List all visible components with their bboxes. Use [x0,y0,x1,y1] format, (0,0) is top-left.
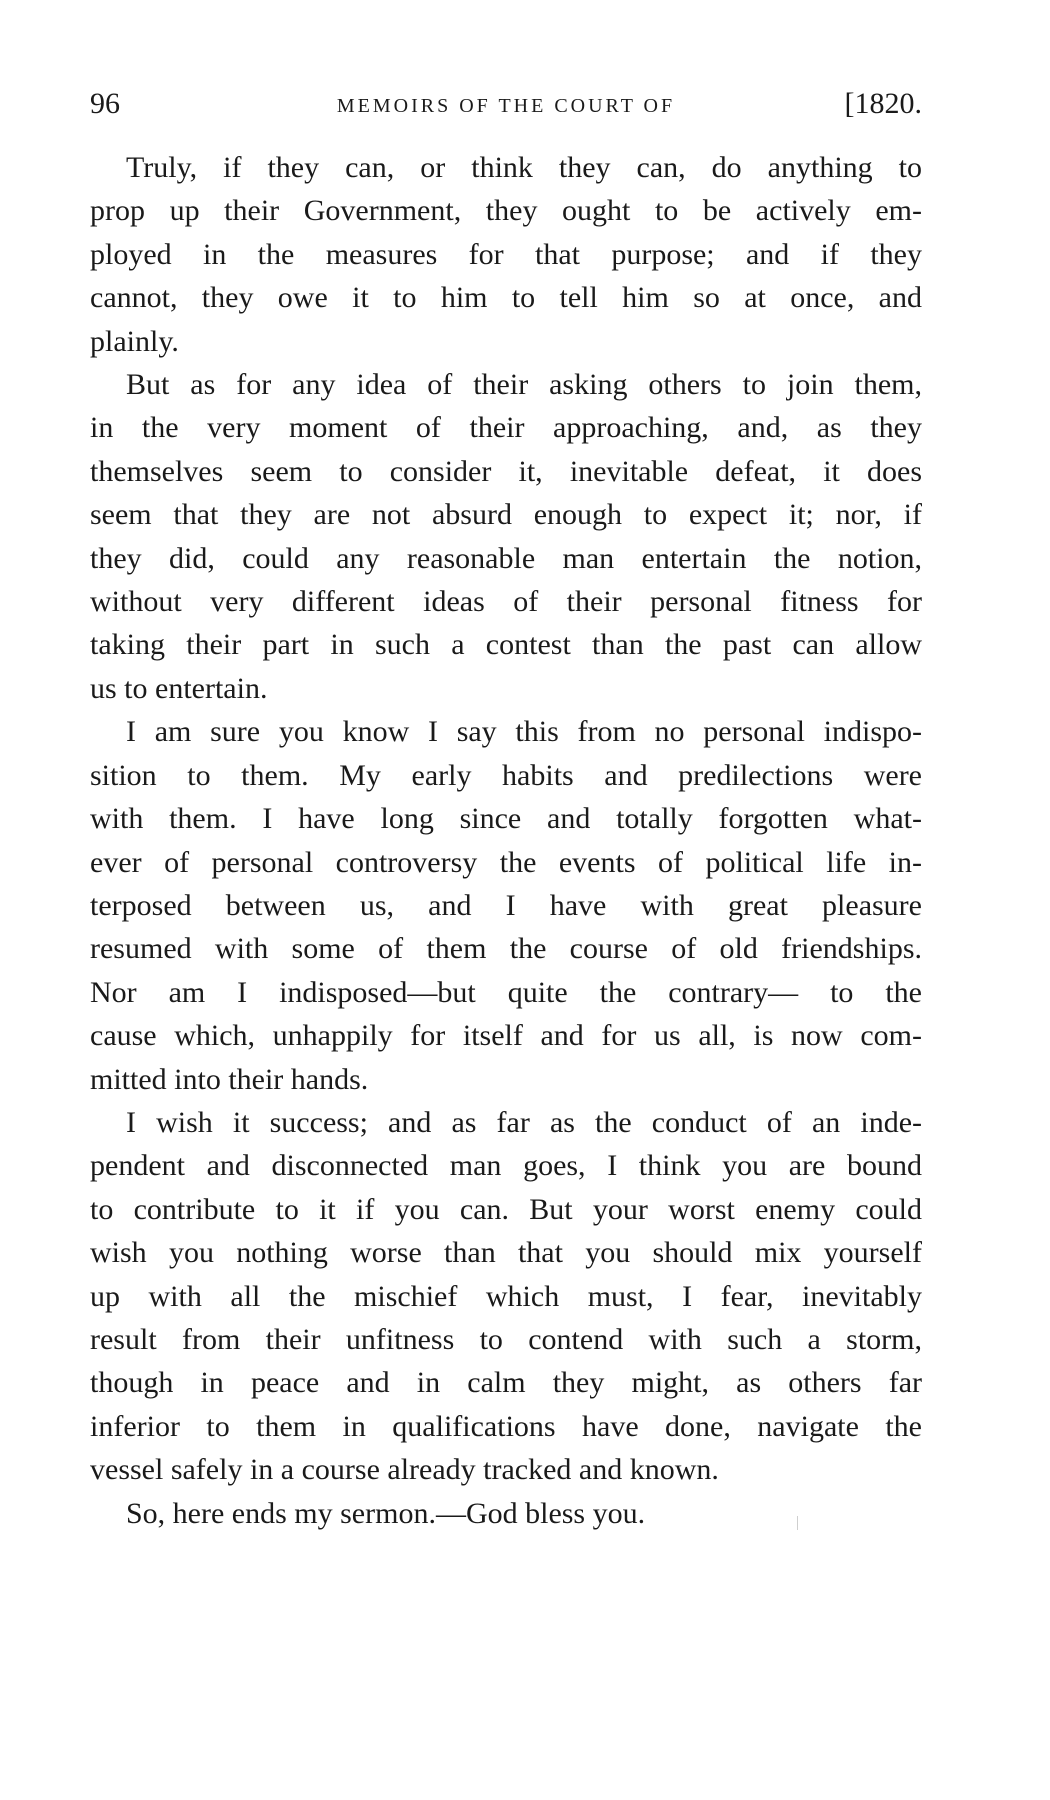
text-line: inferior to them in qualifications have done, navigate the [90,1409,922,1443]
text-line: I wish it success; and as far as the conduct of an inde- [126,1105,922,1139]
text-line: pendent and disconnected man goes, I think you are bound [90,1149,922,1183]
closing-line: So, here ends my sermon.—God bless you. [126,1496,646,1530]
text-line: Truly, if they can, or think they can, do anything to [126,151,922,184]
text-line: terposed between us, and I have with great pleasure [90,888,922,922]
text-line: ever of personal controversy the events of political life in- [90,845,922,879]
text-line: sition to them. My early habits and predilections were [90,758,922,792]
running-year: [1820. [844,87,922,120]
text-line: cannot, they owe it to him to tell him so at once, and [90,281,922,315]
page-number: 96 [90,87,120,120]
text-line: with them. I have long since and totally forgotten what- [90,802,922,836]
text-line: taking their part in such a contest than the past can allow [90,628,922,662]
text-line: resumed with some of them the course of old friendships. [90,932,922,966]
running-head [90,84,922,124]
text-line: wish you nothing worse than that you should mix yourself [90,1236,922,1270]
text-line: in the very moment of their approaching, and, as they [90,411,922,445]
text-line: vessel safely in a course already tracked and known. [90,1453,719,1487]
body-text [90,146,922,1535]
text-line: without very different ideas of their personal fitness for [90,585,922,619]
text-line: cause which, unhappily for itself and for us all, is now com- [90,1019,922,1053]
text-line: seem that they are not absurd enough to expect it; nor, if [90,498,922,532]
text-line: us to entertain. [90,671,268,705]
text-line: themselves seem to consider it, inevitable defeat, it does [90,454,922,488]
paragraph-2 [90,363,922,710]
text-line: plainly. [90,324,179,358]
text-line: they did, could any reasonable man entertain the notion, [90,541,922,575]
running-title: MEMOIRS OF THE COURT OF [336,95,676,117]
text-line: But as for any idea of their asking others to join them, [126,368,922,402]
paragraph-3 [90,710,922,1101]
paragraph-4 [90,1101,922,1492]
text-line: though in peace and in calm they might, as others far [90,1366,922,1400]
text-line: Nor am I indisposed—but quite the contrary— to the [90,975,922,1009]
page-speck [797,1516,798,1530]
text-line: up with all the mischief which must, I fear, inevitably [90,1279,922,1313]
text-line: I am sure you know I say this from no personal indispo- [126,715,922,749]
paragraph-1 [90,146,922,363]
text-line: to contribute to it if you can. But your worst enemy could [90,1192,922,1226]
text-line: mitted into their hands. [90,1062,369,1096]
text-line: result from their unfitness to contend with such a storm, [90,1322,922,1356]
text-line: prop up their Government, they ought to be actively em- [90,194,922,228]
text-line: ployed in the measures for that purpose; and if they [90,237,922,271]
